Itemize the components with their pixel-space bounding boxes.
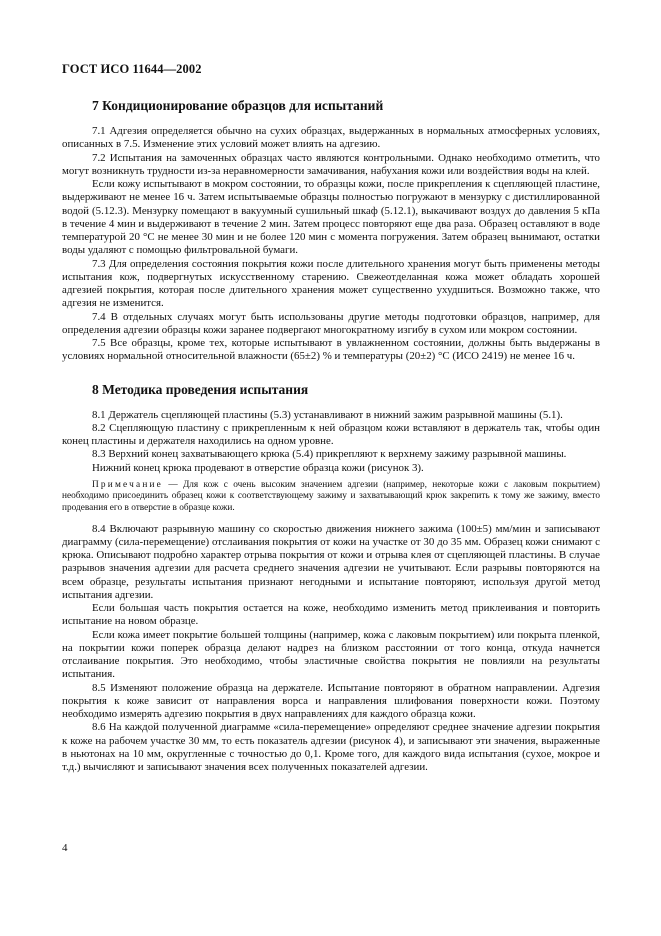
paragraph-7-2-wet: Если кожу испытывают в мокром состоянии, то образцы кожи, после прикрепления к сцепляющей пластине, выдерживают не менее 16 ч. Затем испытываемые образцы полностью погружают в мензурку с дистиллированной водой (5.12.3). Мензурку помещают в вакуумный сушильный шкаф (5.12.1), выкачивают воздух до давления 5 кПа в течение 4 мин и выдерживают в течение 2 мин. Затем процесс повторяют еще два раза. Образец оставляют в воде температурой 20 °С не менее 30 мин и не более 120 мин с момента погружения. Затем образец вынимают, остатки воды удаляют с помощью фильтровальной бумаги. (62, 178, 600, 257)
document-page (62, 62, 600, 774)
section-8-body (62, 409, 600, 775)
paragraph-8-5: 8.5 Изменяют положение образца на держателе. Испытание повторяют в обратном направлении. Адгезия покрытия к коже зависит от направления ворса и направления шлифования поверхности кожи. Поэтому необходимо измерять адгезию покрытия в двух направлениях для каждого образца кожи. (62, 681, 600, 721)
paragraph-8-3-hook: Нижний конец крюка продевают в отверстие образца кожи (рисунок 3). (92, 461, 424, 474)
page-number: 4 (62, 842, 68, 854)
paragraph-8-4-coating: Если большая часть покрытия остается на коже, необходимо изменить метод приклеивания и повторить испытание на новом образце. (62, 602, 600, 628)
paragraph-8-2: 8.2 Сцепляющую пластину с прикрепленным к ней образцом кожи вставляют в держатель так, чтобы один конец пластины и держателя находились на одном уровне. (62, 421, 600, 447)
paragraph-7-2: 7.2 Испытания на замоченных образцах часто являются контрольными. Однако необходимо отметить, что могут возникнуть трудности из-за неравномерности замачивания, набухания кожи или воздействия воды на клей. (62, 151, 600, 177)
section-8-title: 8 Методика проведения испытания (92, 381, 309, 397)
paragraph-7-1: 7.1 Адгезия определяется обычно на сухих образцах, выдержанных в нормальных атмосферных условиях, описанных в 7.5. Изменение этих условий может влиять на адгезию. (62, 125, 600, 151)
paragraph-7-3: 7.3 Для определения состояния покрытия кожи после длительного хранения могут быть применены методы испытания кож, подвергнутых искусственному старению. Свежеотделанная кожа может обладать хорошей адгезией покрытия, которая после длительного хранения может существенно ухудшиться. Возможно также, что адгезия не изменится. (62, 257, 600, 310)
paragraph-7-4: 7.4 В отдельных случаях могут быть использованы другие методы подготовки образцов, например, для определения адгезии образцы кожи заранее подвергают многократному изгибу в сухом или мокром состоянии. (62, 310, 600, 336)
paragraph-8-4-thick: Если кожа имеет покрытие большей толщины (например, кожа с лаковым покрытием) или покрыта пленкой, на покрытии кожи поперек образца делают надрез на близком расстоянии от того конца, откуда начнется отслаивание покрытия. Это необходимо, чтобы эластичные свойства покрытия не повлияли на результаты испытания. (62, 628, 600, 681)
note-paragraph (62, 480, 600, 515)
paragraph-8-3: 8.3 Верхний конец захватывающего крюка (5.4) прикрепляют к верхнему зажиму разрывной машины. (92, 448, 567, 461)
section-7-title: 7 Кондиционирование образцов для испытаний (92, 98, 384, 113)
paragraph-8-6: 8.6 На каждой полученной диаграмме «сила-перемещение» определяют среднее значение адгезии покрытия к коже на рабочем участке 30 мм, то есть показатель адгезии (рисунок 4), и записывают эти значения, выраженные в ньютонах на 10 мм, округленные с точностью до 0,1. Кроме того, для каждого вида испытания (сухое, мокрое и т.д.) вычисляют и записывают значения всех полученных показателей адгезии. (62, 721, 600, 774)
document-header: ГОСТ ИСО 11644—2002 (62, 62, 202, 76)
paragraph-8-1: 8.1 Держатель сцепляющей пластины (5.3) устанавливают в нижний зажим разрывной машины (5.1). (92, 408, 563, 421)
note-text: — Для кож с очень высоким значением адгезии (например, некоторые кожи с лаковым покрытием) необходимо присоединить образец кожи к соответствующему зажиму и захватывающий крюк закрепить к тому же зажиму, вместо продевания его в отверстие в образце кожи. (62, 479, 600, 513)
note-label: Примечание (92, 479, 163, 490)
paragraph-8-4: 8.4 Включают разрывную машину со скоростью движения нижнего зажима (100±5) мм/мин и записывают диаграмму (сила-перемещение) отслаивания покрытия от кожи на участке от 30 до 35 мм. Образец кожи снимают с крюка. Описывают подробно характер отрыва покрытия от кожи и отрыва клея от сцепляющей пластины. В случае разрывов значения адгезии для расчета среднего значения адгезии не учитывают. Если разрывы повторяются на всем образце, результаты испытания признают негодными и испытание повторяют, используя другой метод испытания адгезии. (62, 522, 600, 601)
paragraph-7-5: 7.5 Все образцы, кроме тех, которые испытывают в увлажненном состоянии, должны быть выдержаны в условиях нормальной относительной влажности (65±2) % и температуры (20±2) °С (ИСО 2419) не менее 16 ч. (62, 337, 600, 363)
section-7-body (62, 125, 600, 364)
